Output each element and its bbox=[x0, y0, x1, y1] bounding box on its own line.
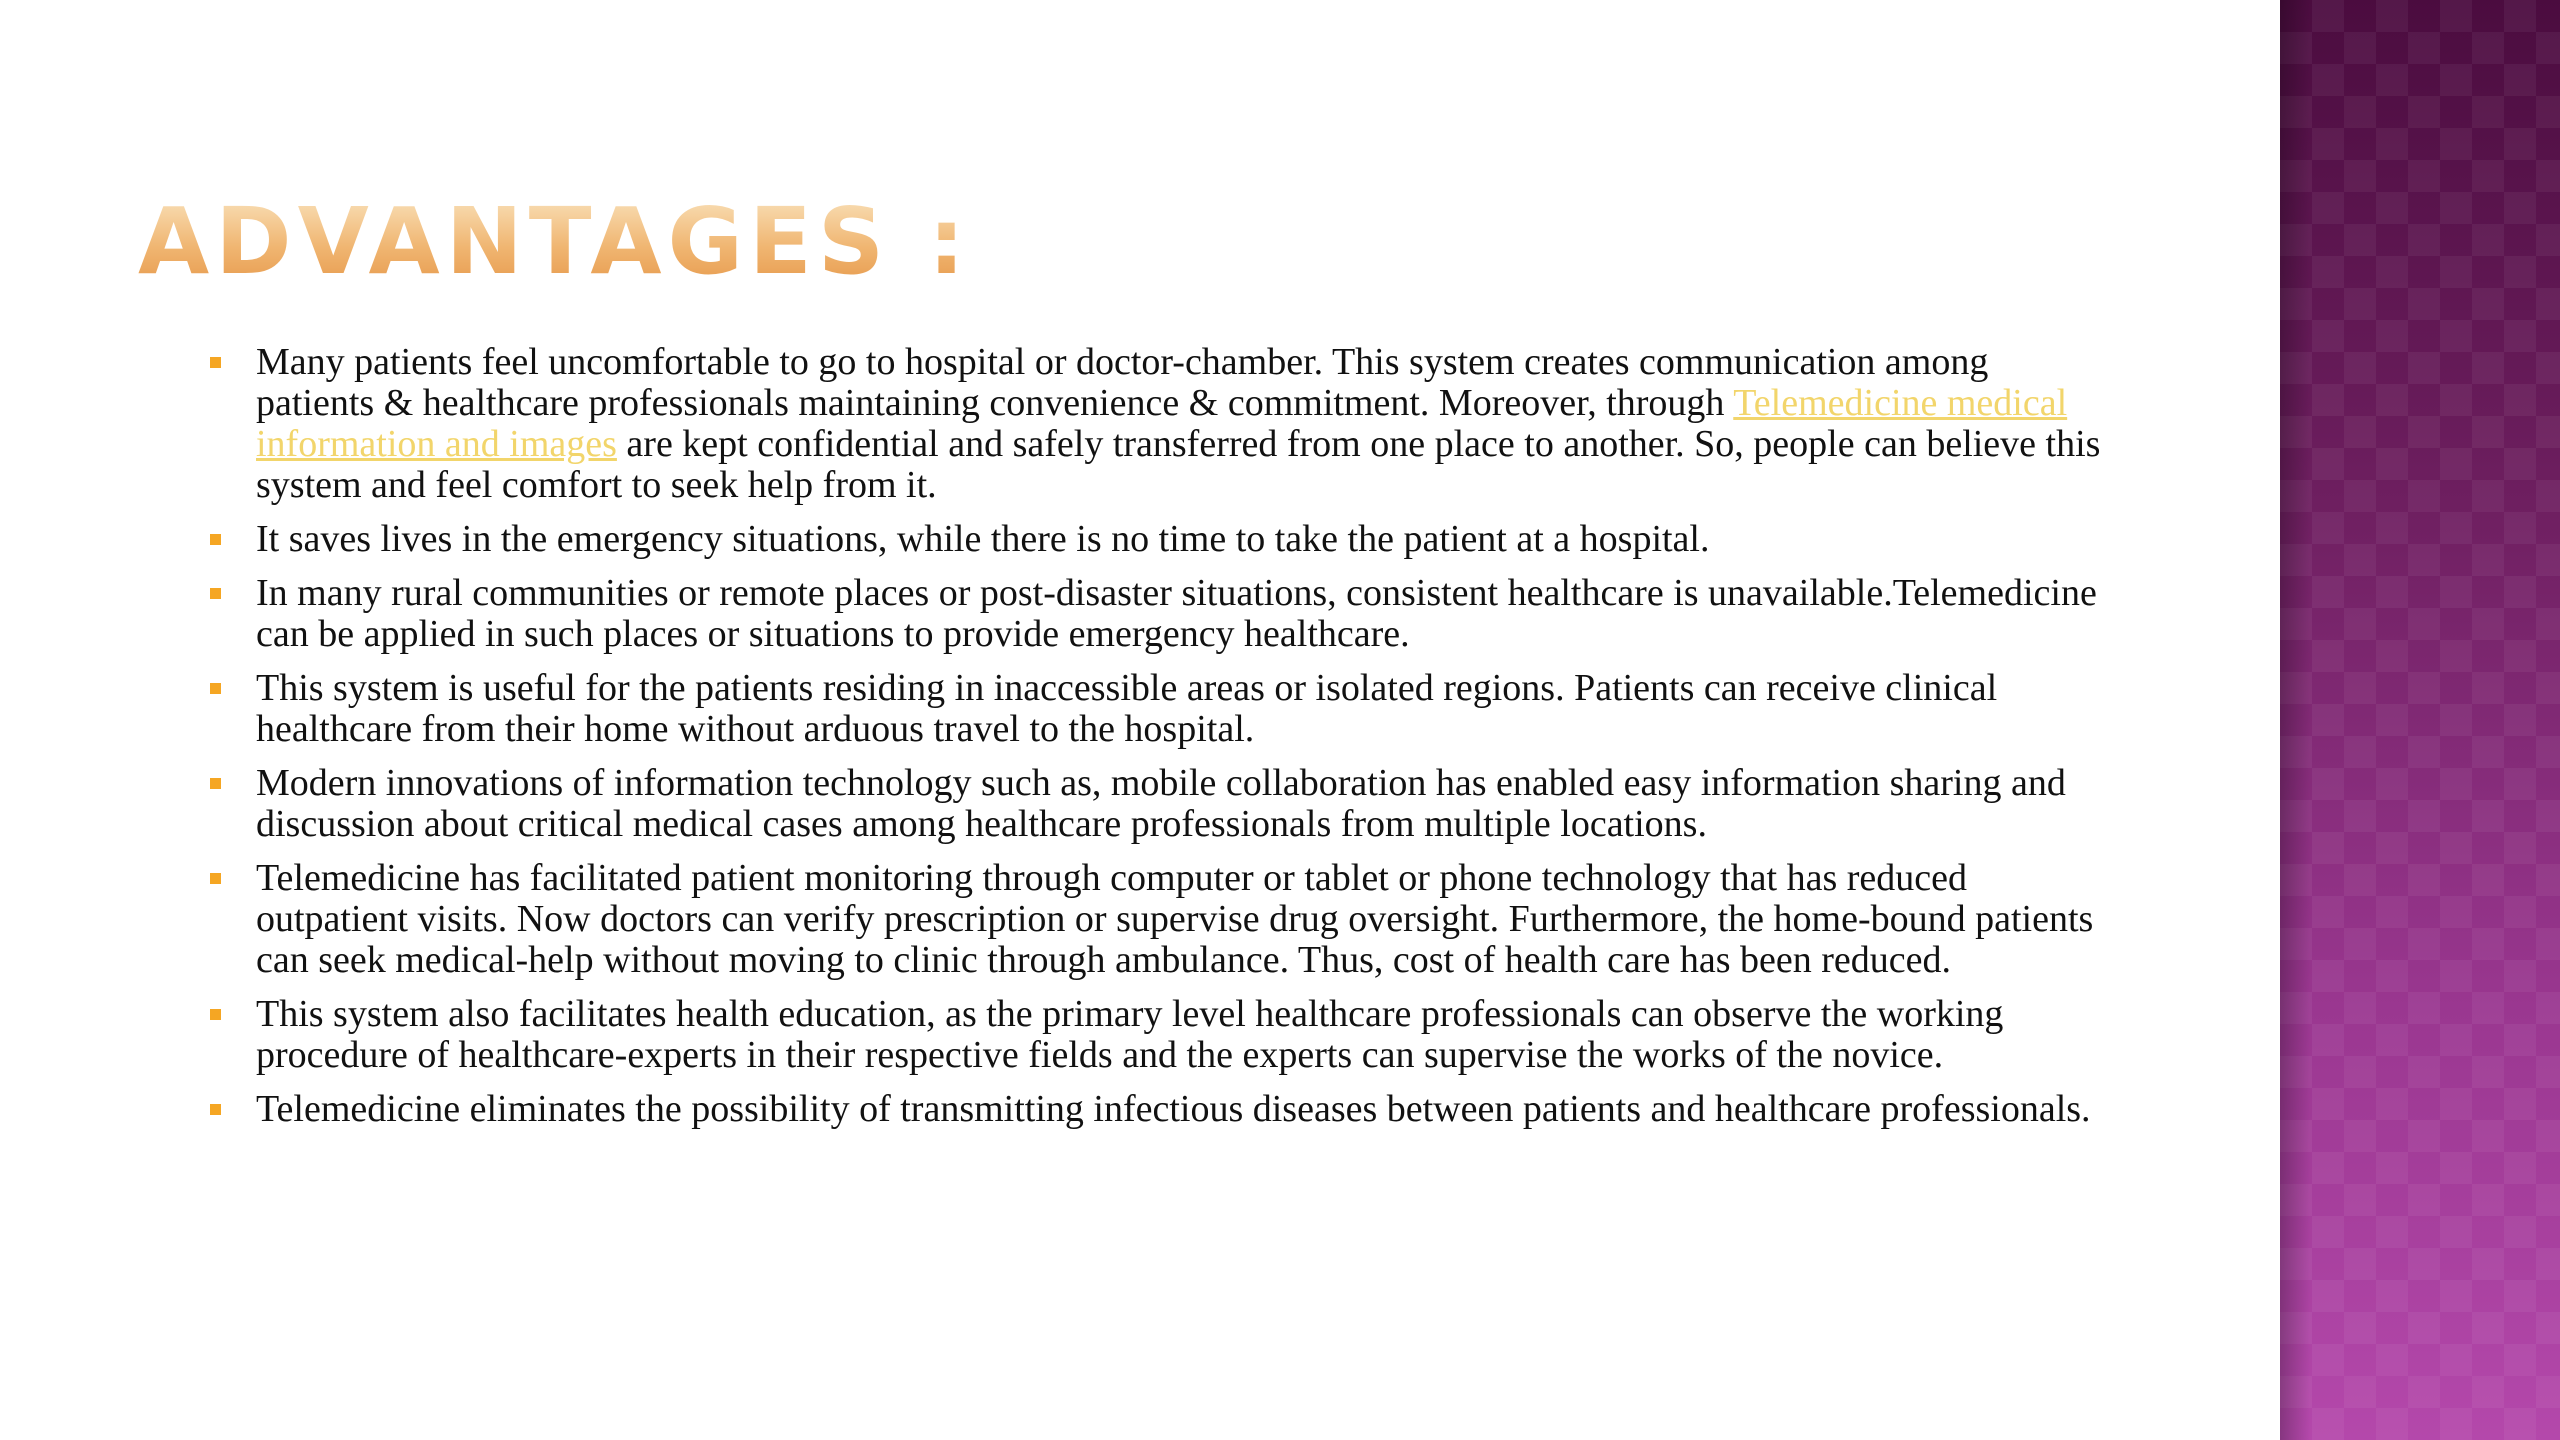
square-bullet-icon bbox=[210, 1009, 221, 1020]
bullet-item bbox=[256, 858, 2116, 981]
bullet-text: are kept confidential and safely transferred from one place to another. So, people can believe this system and feel comfort to seek help from it. bbox=[256, 423, 2101, 506]
square-bullet-icon bbox=[210, 534, 221, 545]
square-bullet-icon bbox=[210, 873, 221, 884]
bullet-item bbox=[256, 994, 2116, 1076]
slide-title: ADVANTAGES : bbox=[138, 188, 971, 295]
bullet-item bbox=[256, 573, 2116, 655]
bullet-text: In many rural communities or remote places or post-disaster situations, consistent healthcare is unavailable.Telemedicine can be applied in such places or situations to provide emergency healthcare. bbox=[256, 572, 2097, 655]
bullet-text: It saves lives in the emergency situations, while there is no time to take the patient at a hospital. bbox=[256, 518, 1710, 560]
bullet-item bbox=[256, 519, 2116, 560]
square-bullet-icon bbox=[210, 357, 221, 368]
bullet-list bbox=[256, 342, 2116, 1143]
bullet-text: This system also facilitates health education, as the primary level healthcare professionals can observe the working procedure of healthcare-experts in their respective fields and the experts can supervise the works of the novice. bbox=[256, 993, 2004, 1076]
bullet-item bbox=[256, 1089, 2116, 1130]
bullet-text: Modern innovations of information technology such as, mobile collaboration has enabled easy information sharing and discussion about critical medical cases among healthcare professionals from multiple locations. bbox=[256, 762, 2066, 845]
bullet-text: Telemedicine eliminates the possibility of transmitting infectious diseases between patients and healthcare professionals. bbox=[256, 1088, 2091, 1130]
square-bullet-icon bbox=[210, 683, 221, 694]
bullet-item bbox=[256, 668, 2116, 750]
side-panel-shade bbox=[2280, 0, 2310, 1440]
square-bullet-icon bbox=[210, 778, 221, 789]
decorative-side-panel bbox=[2280, 0, 2560, 1440]
bullet-text: Telemedicine has facilitated patient monitoring through computer or tablet or phone technology that has reduced outpatient visits. Now doctors can verify prescription or supervise drug oversight. Furthermore, the home-bound patients can seek medical-help without moving to clinic through ambulance. Thus, cost of health care has been reduced. bbox=[256, 857, 2094, 981]
telemedicine-info-link[interactable]: Telemedicine medical information and images bbox=[256, 382, 2068, 465]
bullet-text: This system is useful for the patients residing in inaccessible areas or isolated regions. Patients can receive clinical healthcare from their home without arduous travel to the hospital. bbox=[256, 667, 1998, 750]
bullet-text: Many patients feel uncomfortable to go to hospital or doctor-chamber. This system creates communication among patients & healthcare professionals maintaining convenience & commitment. Moreover, through bbox=[256, 341, 1989, 424]
square-bullet-icon bbox=[210, 1104, 221, 1115]
side-panel-pattern bbox=[2280, 0, 2560, 1440]
bullet-item bbox=[256, 342, 2116, 506]
square-bullet-icon bbox=[210, 588, 221, 599]
bullet-item bbox=[256, 763, 2116, 845]
